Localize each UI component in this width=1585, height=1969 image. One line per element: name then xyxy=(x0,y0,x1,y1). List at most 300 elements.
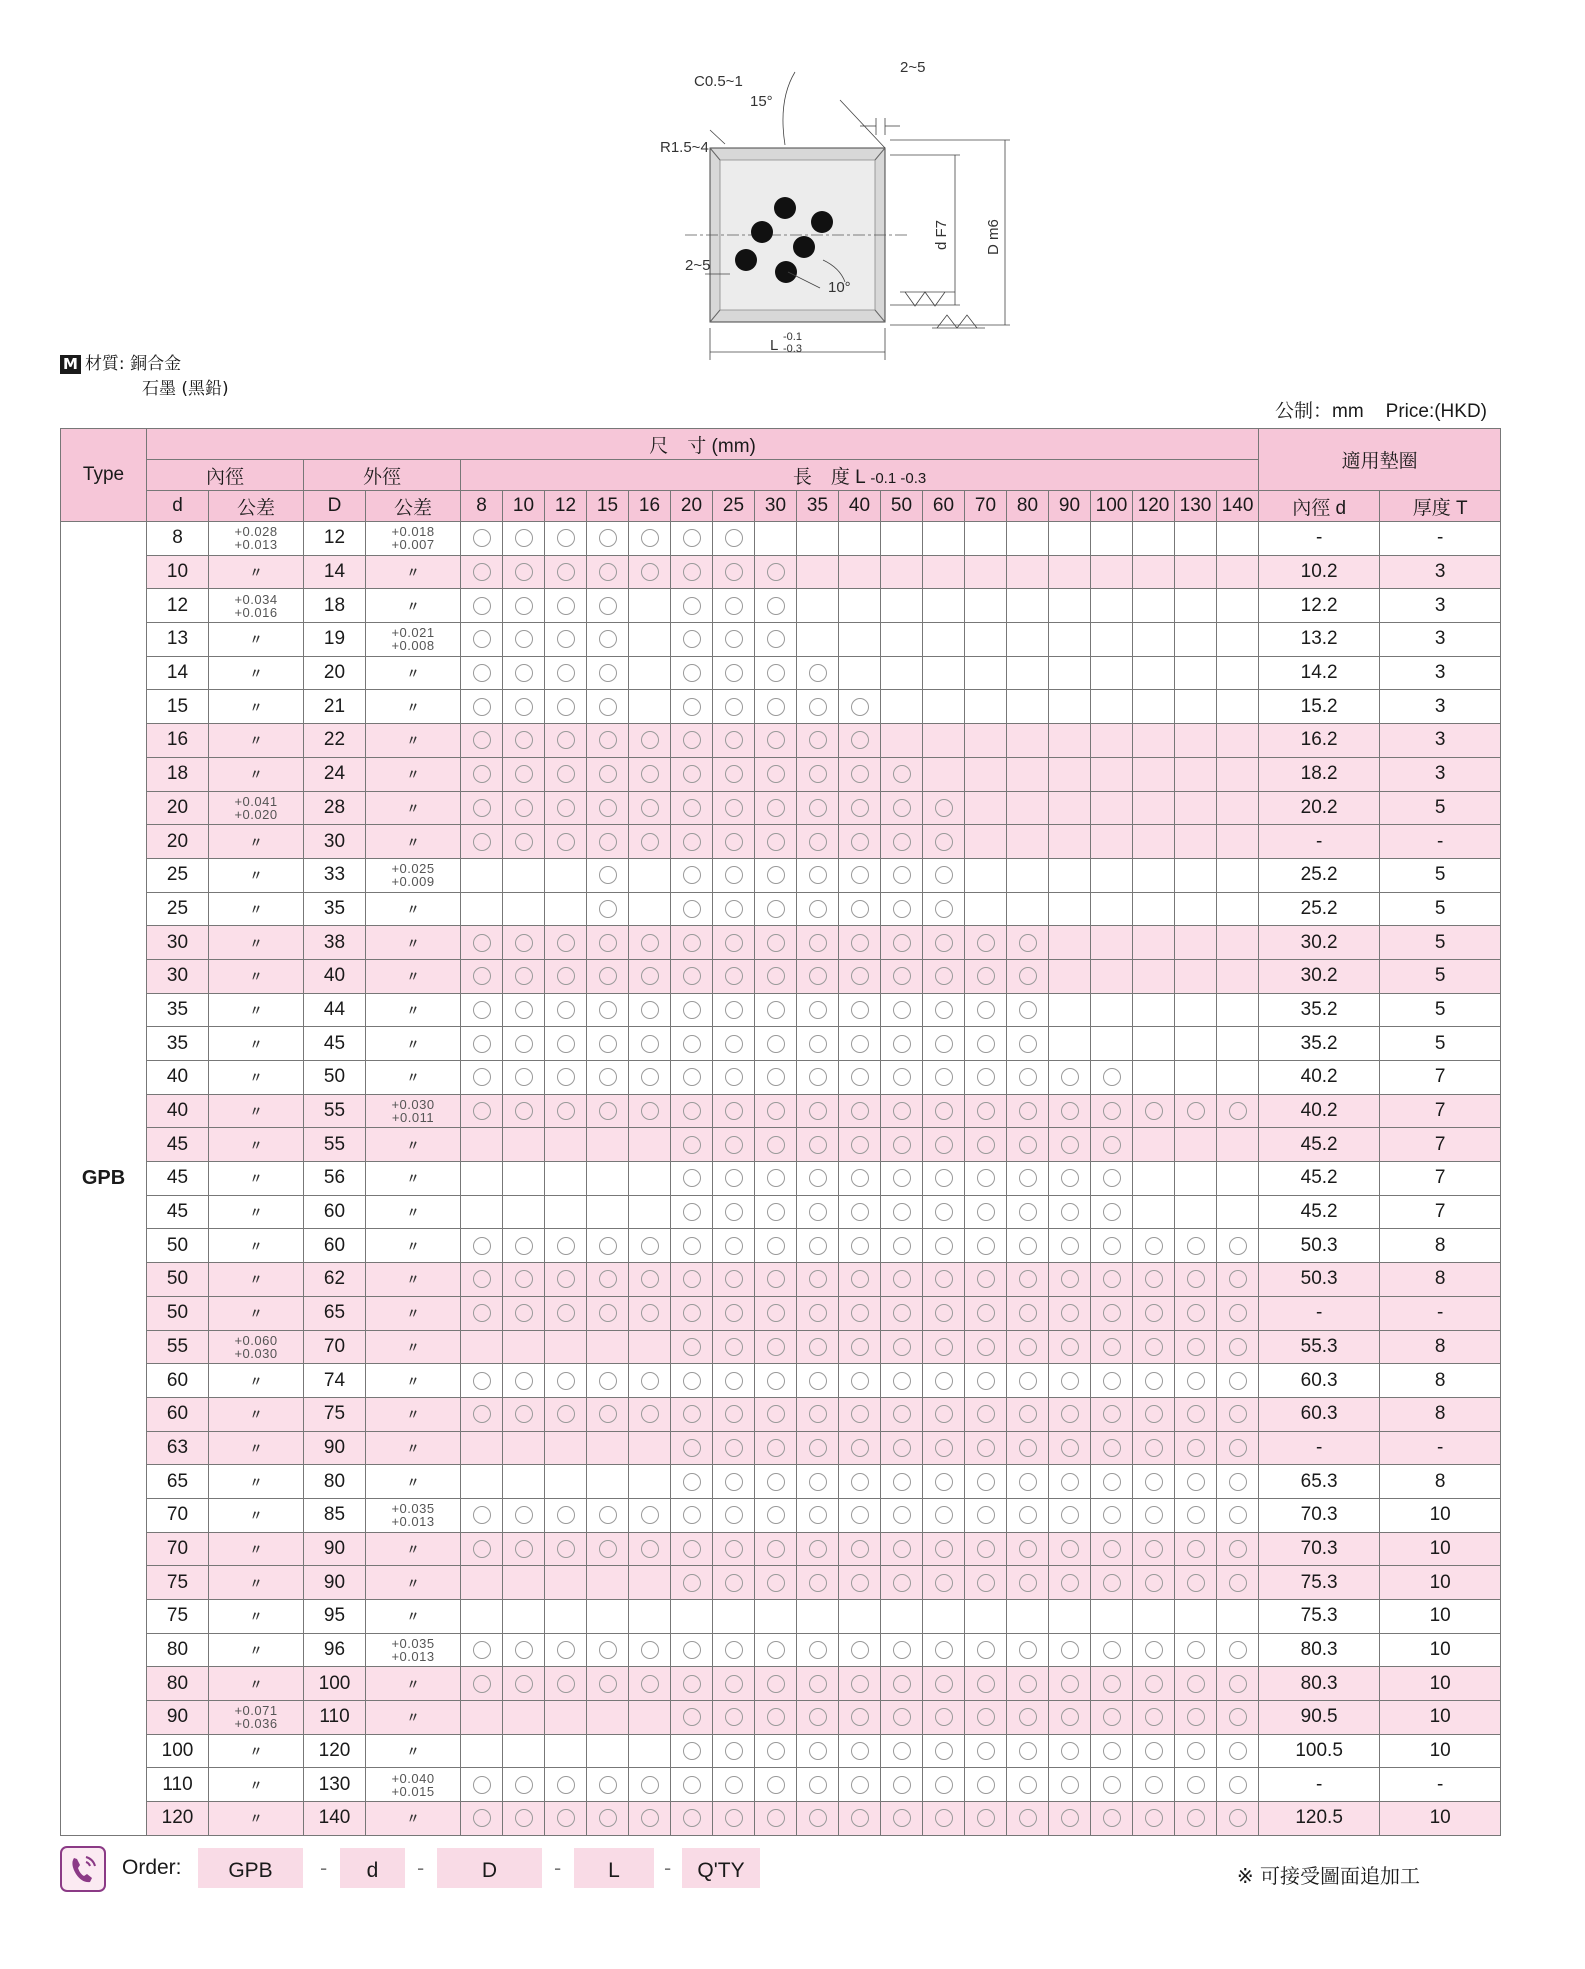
length-cell xyxy=(503,1701,545,1735)
available-circle-icon xyxy=(1019,1169,1037,1187)
washer-thickness: 10 xyxy=(1380,1600,1501,1634)
length-cell xyxy=(839,1532,881,1566)
available-circle-icon xyxy=(767,900,785,918)
outer-tolerance xyxy=(366,1094,461,1128)
available-circle-icon xyxy=(893,1304,911,1322)
length-cell xyxy=(1049,1094,1091,1128)
length-cell xyxy=(587,690,629,724)
available-circle-icon xyxy=(977,1776,995,1794)
length-cell xyxy=(1007,690,1049,724)
available-circle-icon xyxy=(1019,1136,1037,1154)
length-cell xyxy=(1007,1701,1049,1735)
length-cell xyxy=(713,1498,755,1532)
length-cell xyxy=(839,858,881,892)
ditto-mark: 〃 xyxy=(249,666,263,682)
available-circle-icon xyxy=(851,900,869,918)
length-cell xyxy=(587,1061,629,1095)
available-circle-icon xyxy=(683,1338,701,1356)
length-cell xyxy=(503,1364,545,1398)
available-circle-icon xyxy=(1145,1405,1163,1423)
length-cell xyxy=(839,1633,881,1667)
outer-diameter: 95 xyxy=(304,1600,366,1634)
available-circle-icon xyxy=(893,1439,911,1457)
available-circle-icon xyxy=(599,529,617,547)
length-cell xyxy=(671,1162,713,1196)
available-circle-icon xyxy=(1145,1776,1163,1794)
length-cell xyxy=(923,1397,965,1431)
available-circle-icon xyxy=(1061,1641,1079,1659)
ditto-mark: 〃 xyxy=(249,1609,263,1625)
inner-tolerance xyxy=(209,1195,304,1229)
available-circle-icon xyxy=(641,1506,659,1524)
inner-tolerance xyxy=(209,757,304,791)
length-cell xyxy=(839,1195,881,1229)
available-circle-icon xyxy=(935,1203,953,1221)
available-circle-icon xyxy=(767,597,785,615)
available-circle-icon xyxy=(935,1708,953,1726)
length-cell xyxy=(797,1802,839,1836)
length-cell xyxy=(923,1734,965,1768)
length-cell xyxy=(1175,656,1217,690)
available-circle-icon xyxy=(935,967,953,985)
available-circle-icon xyxy=(767,1136,785,1154)
length-cell xyxy=(671,1498,713,1532)
available-circle-icon xyxy=(473,1540,491,1558)
length-cell xyxy=(545,1027,587,1061)
length-cell xyxy=(587,1397,629,1431)
washer-inner-diameter: 10.2 xyxy=(1259,555,1380,589)
available-circle-icon xyxy=(767,1068,785,1086)
length-cell xyxy=(1133,1027,1175,1061)
available-circle-icon xyxy=(1103,1439,1121,1457)
length-cell xyxy=(1175,1734,1217,1768)
length-cell xyxy=(1133,1128,1175,1162)
available-circle-icon xyxy=(725,731,743,749)
washer-inner-diameter: 65.3 xyxy=(1259,1465,1380,1499)
length-cell xyxy=(1175,1532,1217,1566)
length-cell xyxy=(965,1633,1007,1667)
length-cell xyxy=(965,1431,1007,1465)
ditto-mark: 〃 xyxy=(249,1104,263,1120)
available-circle-icon xyxy=(641,1237,659,1255)
washer-thickness: 8 xyxy=(1380,1229,1501,1263)
length-col-header: 120 xyxy=(1133,491,1175,522)
ditto-mark: 〃 xyxy=(406,1272,420,1288)
available-circle-icon xyxy=(725,1675,743,1693)
length-cell xyxy=(1049,993,1091,1027)
length-cell xyxy=(1217,1600,1259,1634)
length-cell xyxy=(713,1330,755,1364)
ditto-mark: 〃 xyxy=(406,1339,420,1355)
available-circle-icon xyxy=(515,1506,533,1524)
length-cell xyxy=(965,1532,1007,1566)
length-cell xyxy=(923,1195,965,1229)
available-circle-icon xyxy=(515,1270,533,1288)
length-cell xyxy=(1133,1498,1175,1532)
washer-thickness: 3 xyxy=(1380,589,1501,623)
length-cell xyxy=(1049,589,1091,623)
available-circle-icon xyxy=(893,1237,911,1255)
length-cell xyxy=(755,1296,797,1330)
order-field-D[interactable]: D xyxy=(437,1848,542,1888)
length-cell xyxy=(713,1566,755,1600)
available-circle-icon xyxy=(1103,1102,1121,1120)
length-cell xyxy=(881,1128,923,1162)
available-circle-icon xyxy=(683,1068,701,1086)
available-circle-icon xyxy=(725,1809,743,1827)
available-circle-icon xyxy=(557,731,575,749)
length-cell xyxy=(839,926,881,960)
length-cell xyxy=(545,623,587,657)
length-cell xyxy=(545,1330,587,1364)
available-circle-icon xyxy=(851,731,869,749)
available-circle-icon xyxy=(851,698,869,716)
inner-diameter: 75 xyxy=(147,1566,209,1600)
length-cell xyxy=(965,1094,1007,1128)
length-cell xyxy=(545,1296,587,1330)
available-circle-icon xyxy=(977,1304,995,1322)
length-cell xyxy=(1091,522,1133,556)
inner-tolerance-value: +0.028 xyxy=(234,524,278,540)
available-circle-icon xyxy=(1019,1506,1037,1524)
available-circle-icon xyxy=(683,731,701,749)
available-circle-icon xyxy=(683,1708,701,1726)
inner-tolerance xyxy=(209,1431,304,1465)
length-cell xyxy=(797,858,839,892)
available-circle-icon xyxy=(767,1035,785,1053)
length-cell xyxy=(713,656,755,690)
available-circle-icon xyxy=(473,1372,491,1390)
length-cell xyxy=(503,1734,545,1768)
length-cell xyxy=(881,1027,923,1061)
inner-diameter: 15 xyxy=(147,690,209,724)
ditto-mark: 〃 xyxy=(249,834,263,850)
ditto-mark: 〃 xyxy=(406,1373,420,1389)
length-cell xyxy=(1007,589,1049,623)
available-circle-icon xyxy=(473,1506,491,1524)
length-cell xyxy=(1217,1734,1259,1768)
inner-tolerance xyxy=(209,959,304,993)
available-circle-icon xyxy=(1187,1540,1205,1558)
length-cell xyxy=(1217,1431,1259,1465)
length-cell xyxy=(503,1532,545,1566)
length-cell xyxy=(923,892,965,926)
available-circle-icon xyxy=(1229,1304,1247,1322)
length-cell xyxy=(755,690,797,724)
order-sep: - xyxy=(554,1856,562,1880)
length-col-header: 90 xyxy=(1049,491,1091,522)
length-cell xyxy=(797,656,839,690)
available-circle-icon xyxy=(935,866,953,884)
length-cell xyxy=(1133,589,1175,623)
ditto-mark: 〃 xyxy=(406,666,420,682)
inner-tolerance xyxy=(209,1330,304,1364)
available-circle-icon xyxy=(725,1068,743,1086)
type-header: Type xyxy=(61,429,147,522)
length-cell xyxy=(923,1296,965,1330)
length-col-header: 100 xyxy=(1091,491,1133,522)
outer-tolerance xyxy=(366,1498,461,1532)
length-cell xyxy=(671,757,713,791)
length-cell xyxy=(1133,892,1175,926)
available-circle-icon xyxy=(1229,1809,1247,1827)
length-cell xyxy=(587,1600,629,1634)
length-cell xyxy=(587,1802,629,1836)
available-circle-icon xyxy=(515,630,533,648)
available-circle-icon xyxy=(683,1641,701,1659)
outer-tolerance-value: +0.011 xyxy=(391,1110,435,1126)
length-cell xyxy=(1091,656,1133,690)
length-cell xyxy=(1007,1296,1049,1330)
available-circle-icon xyxy=(1229,1776,1247,1794)
outer-tolerance xyxy=(366,1229,461,1263)
length-cell xyxy=(629,724,671,758)
available-circle-icon xyxy=(515,1405,533,1423)
outer-tolerance xyxy=(366,959,461,993)
material-line-1: 銅合金 xyxy=(130,354,182,374)
outer-tolerance xyxy=(366,1162,461,1196)
length-cell xyxy=(965,892,1007,926)
outer-tolerance-value: +0.040 xyxy=(391,1770,435,1786)
outer-tolerance-value: +0.021 xyxy=(391,625,435,641)
order-field-L[interactable]: L xyxy=(574,1848,654,1888)
order-field-qty[interactable]: Q'TY xyxy=(682,1848,760,1888)
d-header: d xyxy=(147,491,209,522)
available-circle-icon xyxy=(599,967,617,985)
inner-diameter: 90 xyxy=(147,1701,209,1735)
chamfer-label: C0.5~1 xyxy=(694,73,743,90)
length-cell xyxy=(629,656,671,690)
available-circle-icon xyxy=(557,1237,575,1255)
length-cell xyxy=(671,1263,713,1297)
available-circle-icon xyxy=(851,1439,869,1457)
available-circle-icon xyxy=(473,563,491,581)
length-cell xyxy=(629,1667,671,1701)
washer-inner-diameter: 75.3 xyxy=(1259,1600,1380,1634)
available-circle-icon xyxy=(767,1675,785,1693)
outer-tolerance xyxy=(366,1364,461,1398)
length-cell xyxy=(1007,1364,1049,1398)
length-cell xyxy=(461,926,503,960)
available-circle-icon xyxy=(893,934,911,952)
available-circle-icon xyxy=(1187,1439,1205,1457)
price-label: Price:(HKD) xyxy=(1385,401,1487,422)
length-cell xyxy=(797,1094,839,1128)
length-cell xyxy=(965,1768,1007,1802)
inner-diameter: 80 xyxy=(147,1667,209,1701)
inner-tolerance xyxy=(209,1162,304,1196)
available-circle-icon xyxy=(599,765,617,783)
table-row xyxy=(61,1768,1501,1802)
length-cell xyxy=(545,1802,587,1836)
length-cell xyxy=(1133,1768,1175,1802)
length-cell xyxy=(839,1061,881,1095)
available-circle-icon xyxy=(599,1675,617,1693)
available-circle-icon xyxy=(851,833,869,851)
available-circle-icon xyxy=(1103,1506,1121,1524)
outer-tolerance xyxy=(366,724,461,758)
length-cell xyxy=(671,1330,713,1364)
available-circle-icon xyxy=(1229,1372,1247,1390)
available-circle-icon xyxy=(1019,1540,1037,1558)
length-cell xyxy=(923,1061,965,1095)
available-circle-icon xyxy=(851,1372,869,1390)
inner-dimension-label: d F7 xyxy=(933,219,950,250)
length-cell xyxy=(1007,1532,1049,1566)
available-circle-icon xyxy=(767,1270,785,1288)
available-circle-icon xyxy=(1103,1372,1121,1390)
length-cell xyxy=(713,1263,755,1297)
outer-diameter: 38 xyxy=(304,926,366,960)
length-cell xyxy=(545,1229,587,1263)
length-cell xyxy=(1049,1768,1091,1802)
order-bar xyxy=(60,1846,1490,1896)
length-cell xyxy=(1175,690,1217,724)
available-circle-icon xyxy=(851,934,869,952)
outer-diameter: 14 xyxy=(304,555,366,589)
length-cell xyxy=(839,892,881,926)
available-circle-icon xyxy=(809,967,827,985)
length-cell xyxy=(881,1263,923,1297)
outer-tolerance xyxy=(366,892,461,926)
inner-tolerance xyxy=(209,926,304,960)
available-circle-icon xyxy=(599,698,617,716)
length-cell xyxy=(671,1768,713,1802)
length-cell xyxy=(461,1465,503,1499)
length-cell xyxy=(1007,791,1049,825)
available-circle-icon xyxy=(557,529,575,547)
available-circle-icon xyxy=(473,1405,491,1423)
length-cell xyxy=(1007,1633,1049,1667)
length-cell xyxy=(1175,555,1217,589)
available-circle-icon xyxy=(1019,934,1037,952)
length-col-header: 50 xyxy=(881,491,923,522)
ditto-mark: 〃 xyxy=(406,1440,420,1456)
washer-inner-diameter: 50.3 xyxy=(1259,1229,1380,1263)
available-circle-icon xyxy=(1187,1270,1205,1288)
length-cell xyxy=(881,959,923,993)
available-circle-icon xyxy=(515,1372,533,1390)
length-col-header: 80 xyxy=(1007,491,1049,522)
outer-tolerance xyxy=(366,757,461,791)
length-cell xyxy=(1091,589,1133,623)
available-circle-icon xyxy=(1229,1237,1247,1255)
order-field-d[interactable]: d xyxy=(340,1848,405,1888)
length-cell xyxy=(1007,1431,1049,1465)
available-circle-icon xyxy=(641,1001,659,1019)
outer-diameter: 80 xyxy=(304,1465,366,1499)
length-cell xyxy=(587,1128,629,1162)
available-circle-icon xyxy=(473,1641,491,1659)
available-circle-icon xyxy=(1061,1068,1079,1086)
washer-thickness: - xyxy=(1380,825,1501,859)
length-cell xyxy=(1091,1498,1133,1532)
length-cell xyxy=(503,959,545,993)
length-cell xyxy=(1091,1566,1133,1600)
length-cell xyxy=(671,1734,713,1768)
length-cell xyxy=(671,1532,713,1566)
inner-tolerance xyxy=(209,1128,304,1162)
length-cell xyxy=(923,959,965,993)
ditto-mark: 〃 xyxy=(406,767,420,783)
available-circle-icon xyxy=(725,1001,743,1019)
length-cell xyxy=(1175,1128,1217,1162)
available-circle-icon xyxy=(1103,1708,1121,1726)
available-circle-icon xyxy=(599,1540,617,1558)
available-circle-icon xyxy=(473,1270,491,1288)
available-circle-icon xyxy=(1103,1540,1121,1558)
available-circle-icon xyxy=(935,799,953,817)
available-circle-icon xyxy=(977,1742,995,1760)
length-cell xyxy=(881,1094,923,1128)
unit-label: 公制：mm xyxy=(1275,401,1364,422)
length-cell xyxy=(797,959,839,993)
order-field-type[interactable]: GPB xyxy=(198,1848,303,1888)
table-row xyxy=(61,1498,1501,1532)
length-cell xyxy=(839,1330,881,1364)
length-cell xyxy=(503,1600,545,1634)
ditto-mark: 〃 xyxy=(249,1811,263,1827)
available-circle-icon xyxy=(599,1304,617,1322)
available-circle-icon xyxy=(1019,1035,1037,1053)
length-cell xyxy=(1091,1465,1133,1499)
available-circle-icon xyxy=(473,1809,491,1827)
inner-tolerance xyxy=(209,1633,304,1667)
length-cell xyxy=(1007,656,1049,690)
length-cell xyxy=(1049,1667,1091,1701)
available-circle-icon xyxy=(977,1372,995,1390)
length-cell xyxy=(755,589,797,623)
ditto-mark: 〃 xyxy=(406,1171,420,1187)
length-cell xyxy=(461,1397,503,1431)
available-circle-icon xyxy=(599,1405,617,1423)
available-circle-icon xyxy=(809,1708,827,1726)
length-cell xyxy=(1049,791,1091,825)
length-cell xyxy=(1091,1397,1133,1431)
length-cell xyxy=(839,1296,881,1330)
available-circle-icon xyxy=(473,833,491,851)
available-circle-icon xyxy=(935,1506,953,1524)
washer-thickness: 8 xyxy=(1380,1330,1501,1364)
outer-tolerance xyxy=(366,656,461,690)
length-cell xyxy=(503,1296,545,1330)
length-cell xyxy=(1091,1431,1133,1465)
available-circle-icon xyxy=(1061,1776,1079,1794)
inner-diameter: 8 xyxy=(147,522,209,556)
outer-header: 外徑 xyxy=(304,460,461,491)
length-cell xyxy=(1175,623,1217,657)
washer-inner-diameter: 15.2 xyxy=(1259,690,1380,724)
length-cell xyxy=(881,1600,923,1634)
available-circle-icon xyxy=(935,1304,953,1322)
length-cell xyxy=(797,1465,839,1499)
inner-tolerance xyxy=(209,690,304,724)
length-cell xyxy=(1133,555,1175,589)
length-cell xyxy=(1133,522,1175,556)
available-circle-icon xyxy=(809,1473,827,1491)
length-cell xyxy=(629,1532,671,1566)
available-circle-icon xyxy=(977,1708,995,1726)
length-cell xyxy=(755,791,797,825)
length-cell xyxy=(629,1263,671,1297)
available-circle-icon xyxy=(725,664,743,682)
available-circle-icon xyxy=(515,934,533,952)
length-cell xyxy=(503,1027,545,1061)
available-circle-icon xyxy=(767,1641,785,1659)
available-circle-icon xyxy=(1187,1776,1205,1794)
available-circle-icon xyxy=(515,597,533,615)
length-cell xyxy=(1007,1195,1049,1229)
